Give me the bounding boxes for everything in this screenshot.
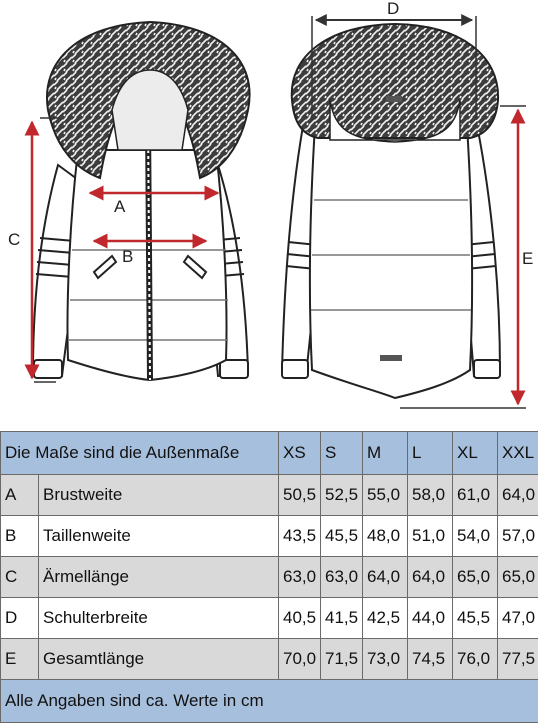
measure-label-d: D [387, 0, 399, 18]
row-name: Brustweite [39, 475, 279, 516]
size-table [0, 431, 538, 723]
row-value: 54,0 [453, 516, 498, 557]
row-value: 76,0 [453, 639, 498, 680]
row-name: Schulterbreite [39, 598, 279, 639]
row-value: 40,5 [279, 598, 321, 639]
row-key: D [1, 598, 39, 639]
row-value: 71,5 [321, 639, 363, 680]
row-key: E [1, 639, 39, 680]
row-value: 77,5 [498, 639, 538, 680]
row-value: 58,0 [408, 475, 453, 516]
row-value: 61,0 [453, 475, 498, 516]
header-size-l: L [408, 432, 453, 475]
row-value: 43,5 [279, 516, 321, 557]
jacket-back-illustration [282, 24, 500, 398]
row-value: 64,0 [498, 475, 538, 516]
row-name: Ärmellänge [39, 557, 279, 598]
header-size-s: S [321, 432, 363, 475]
measure-label-c: C [8, 230, 20, 249]
row-value: 48,0 [363, 516, 408, 557]
row-value: 74,5 [408, 639, 453, 680]
row-key: B [1, 516, 39, 557]
row-value: 65,0 [453, 557, 498, 598]
row-value: 63,0 [279, 557, 321, 598]
size-table-header [1, 432, 538, 475]
row-value: 42,5 [363, 598, 408, 639]
header-size-m: M [363, 432, 408, 475]
row-value: 57,0 [498, 516, 538, 557]
table-row [1, 475, 538, 516]
header-size-xl: XL [453, 432, 498, 475]
row-key: C [1, 557, 39, 598]
table-row [1, 639, 538, 680]
row-key: A [1, 475, 39, 516]
row-value: 44,0 [408, 598, 453, 639]
row-value: 64,0 [408, 557, 453, 598]
row-value: 63,0 [321, 557, 363, 598]
measure-label-b: B [122, 247, 133, 266]
jacket-front-illustration [33, 22, 250, 380]
row-value: 41,5 [321, 598, 363, 639]
row-value: 70,0 [279, 639, 321, 680]
measure-label-a: A [114, 197, 126, 216]
row-value: 50,5 [279, 475, 321, 516]
row-name: Taillenweite [39, 516, 279, 557]
header-title: Die Maße sind die Außenmaße [1, 432, 279, 475]
measure-label-e: E [522, 249, 533, 268]
row-value: 65,0 [498, 557, 538, 598]
row-value: 45,5 [453, 598, 498, 639]
row-value: 64,0 [363, 557, 408, 598]
header-size-xs: XS [279, 432, 321, 475]
row-value: 45,5 [321, 516, 363, 557]
size-table-footer [1, 680, 538, 723]
footer-note: Alle Angaben sind ca. Werte in cm [1, 680, 538, 723]
header-size-xxl: XXL [498, 432, 538, 475]
table-row [1, 557, 538, 598]
row-value: 47,0 [498, 598, 538, 639]
row-value: 52,5 [321, 475, 363, 516]
table-row [1, 516, 538, 557]
table-row [1, 598, 538, 639]
row-value: 55,0 [363, 475, 408, 516]
row-value: 73,0 [363, 639, 408, 680]
row-value: 51,0 [408, 516, 453, 557]
row-name: Gesamtlänge [39, 639, 279, 680]
